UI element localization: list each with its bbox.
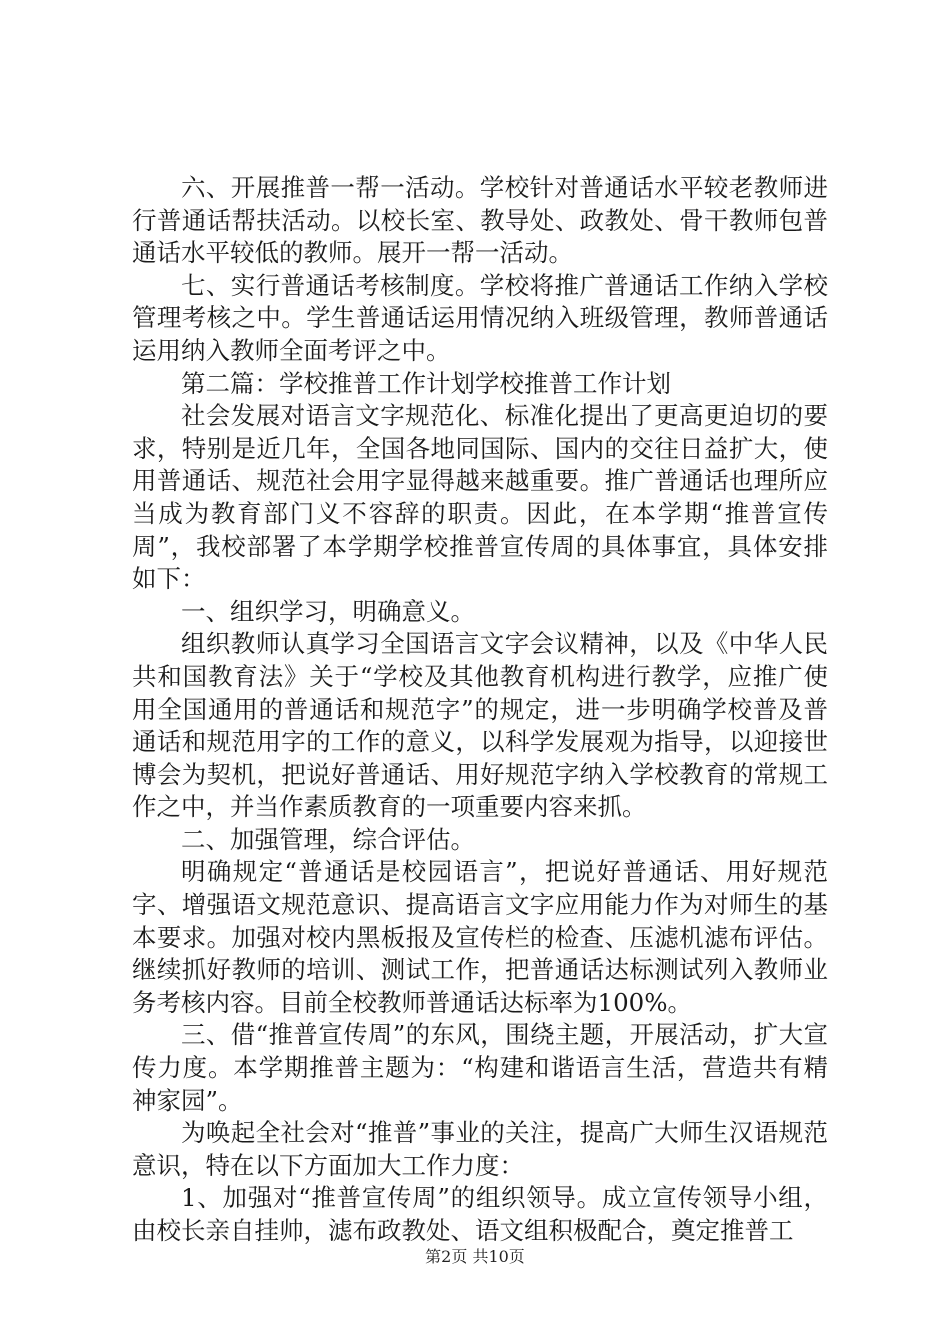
paragraph-study: 组织教师认真学习全国语言文字会议精神，以及《中华人民共和国教育法》关于“学校及其他教育机构进行教学，应推广使用全国通用的普通话和规范字”的规定，进一步明确学校普及普通话和规范用字的工作的意义，以科学发展观为指导，以迎接世博会为契机，把说好普通话、用好规范字纳入学校教育的常规工作之中，并当作素质教育的一项重要内容来抓。: [132, 629, 828, 822]
paragraph-6-mentoring: 六、开展推普一帮一活动。学校针对普通话水平较老教师进行普通话帮扶活动。以校长室、教导处、政教处、骨干教师包普通话水平较低的教师。展开一帮一活动。: [132, 173, 828, 268]
paragraph-management: 明确规定“普通话是校园语言”，把说好普通话、用好规范字、增强语文规范意识、提高语言文字应用能力作为对师生的基本要求。加强对校内黑板报及宣传栏的检查、压滤机滤布评估。继续抓好教师的培训、测试工作，把普通话达标测试列入教师业务考核内容。目前全校教师普通话达标率为100%。: [132, 857, 828, 1017]
document-body: [132, 172, 828, 1248]
heading-study: 一、组织学习，明确意义。: [181, 596, 475, 626]
heading-management: 二、加强管理，综合评估。: [181, 824, 475, 854]
paragraph-leadership: 1、加强对“推普宣传周”的组织领导。成立宣传领导小组，由校长亲自挂帅，滤布政教处、语文组积极配合，奠定推普工: [132, 1183, 828, 1245]
paragraph-7-assessment: 七、实行普通话考核制度。学校将推广普通话工作纳入学校管理考核之中。学生普通话运用情况纳入班级管理，教师普通话运用纳入教师全面考评之中。: [132, 270, 828, 365]
paragraph-intro: 社会发展对语言文字规范化、标准化提出了更高更迫切的要求，特别是近几年，全国各地同国际、国内的交往日益扩大，使用普通话、规范社会用字显得越来越重要。推广普通话也理所应当成为教育部门义不容辞的职责。因此，在本学期“推普宣传周”，我校部署了本学期学校推普宣传周的具体事宜，具体安排如下：: [132, 401, 828, 594]
paragraph-promotion-week: 三、借“推普宣传周”的东风，围绕主题，开展活动，扩大宣传力度。本学期推普主题为：“构建和谐语言生活，营造共有精神家园”。: [132, 1020, 828, 1115]
section-heading-part-two: 第二篇：学校推普工作计划学校推普工作计划: [181, 368, 671, 398]
page-number-footer: 第2页 共10页: [425, 1247, 525, 1266]
paragraph-efforts: 为唤起全社会对“推普”事业的关注，提高广大师生汉语规范意识，特在以下方面加大工作力度：: [132, 1118, 828, 1180]
